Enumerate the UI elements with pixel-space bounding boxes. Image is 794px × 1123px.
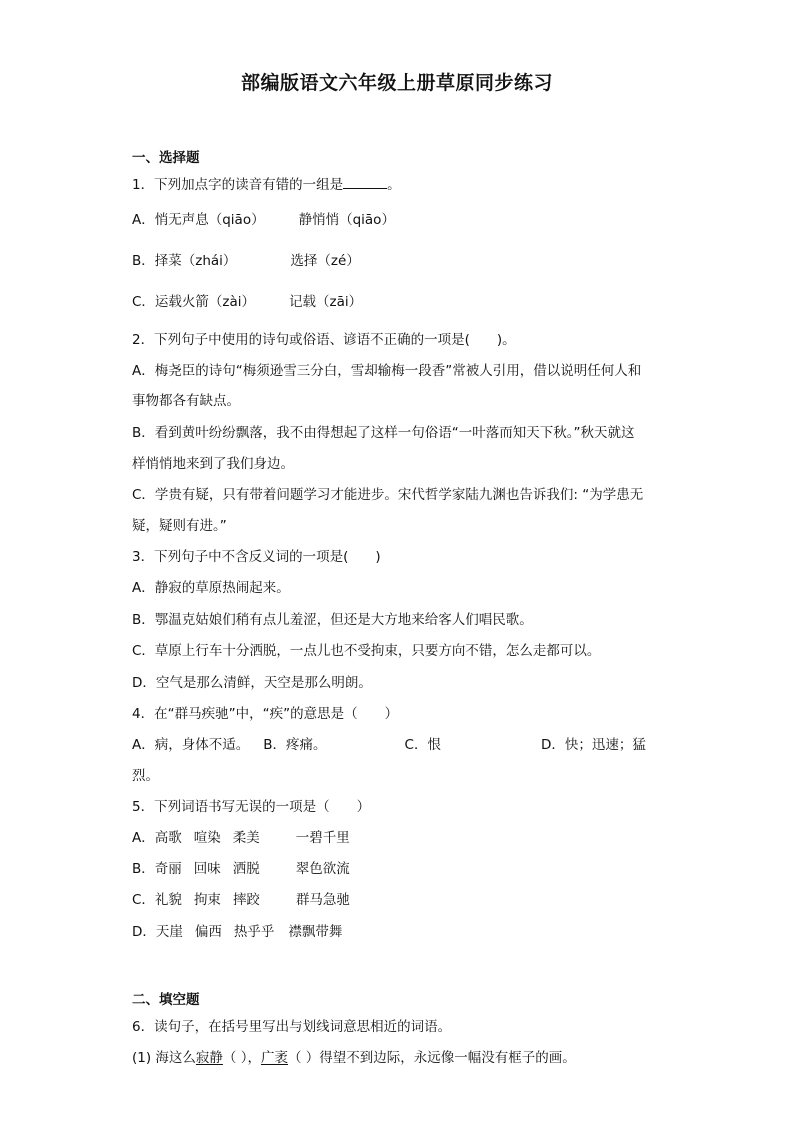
option-b-part1: B．择菜（zhái）: [132, 253, 237, 269]
word-4: 群马急驰: [295, 892, 350, 908]
question-5-option-a: [132, 826, 350, 846]
word-4: 翠色欲流: [295, 861, 350, 877]
word-2: 拘束: [193, 892, 221, 908]
word-3: 热乎乎: [233, 924, 275, 940]
question-2-option-a-line2: 事物都各有缺点。: [132, 393, 240, 409]
sentence-part: （ ），: [222, 1050, 261, 1066]
word-3: 摔跤: [232, 892, 260, 908]
word-3: 柔美: [232, 830, 260, 846]
question-5-option-d: [132, 920, 342, 940]
option-c-part2: 记载（zāi）: [289, 294, 363, 310]
option-d-line1: D．快；迅速；猛: [540, 737, 646, 753]
question-6-item-1: [132, 1046, 576, 1066]
question-3-option-d: D．空气是那么清鲜，天空是那么明朗。: [132, 675, 372, 691]
option-b-part2: 选择（zé）: [290, 253, 360, 269]
answer-blank: [343, 176, 387, 189]
sentence-part: （ ）得望不到边际，永远像一幅没有框子的画。: [287, 1050, 576, 1066]
question-1-option-a: [132, 208, 395, 228]
underlined-word-2: 广袤: [260, 1050, 288, 1066]
question-5-option-b: [132, 857, 350, 877]
question-2-option-b-line1: B．看到黄叶纷纷飘落，我不由得想起了这样一句俗语“一叶落而知天下秋。”秋天就这: [132, 425, 635, 441]
question-2-option-b-line2: 样悄悄地来到了我们身边。: [132, 456, 294, 472]
word-3: 洒脱: [232, 861, 260, 877]
word-1: C．礼貌: [132, 892, 182, 908]
option-a: A．病，身体不适。: [132, 737, 250, 753]
option-a-part2: 静悄悄（qiāo）: [298, 212, 395, 228]
option-c-part1: C．运载火箭（zài）: [132, 294, 256, 310]
question-3-option-a: A．静寂的草原热闹起来。: [132, 580, 290, 596]
question-3-option-c: C．草原上行车十分洒脱，一点儿也不受拘束，只要方向不错，怎么走都可以。: [132, 643, 601, 659]
word-2: 回味: [193, 861, 221, 877]
question-1-option-c: [132, 290, 362, 310]
question-4-options: [132, 733, 646, 753]
question-3-stem: 3．下列句子中不含反义词的一项是( ): [132, 549, 381, 565]
option-c: C．恨: [404, 737, 441, 753]
section-heading-fill: 二、填空题: [132, 992, 200, 1008]
question-1-end: 。: [387, 177, 401, 193]
question-2-option-a-line1: A．梅尧臣的诗句“梅须逊雪三分白，雪却输梅一段香”常被人引用，借以说明任何人和: [132, 363, 642, 379]
word-1: A．高歌: [132, 830, 182, 846]
question-1-text: 1．下列加点字的读音有错的一组是: [132, 177, 344, 193]
option-a-part1: A．悄无声息（qiāo）: [132, 212, 265, 228]
question-3-option-b: B．鄂温克姑娘们稍有点儿羞涩，但还是大方地来给客人们唱民歌。: [132, 612, 533, 628]
question-5-stem: 5．下列词语书写无误的一项是（ ）: [132, 799, 371, 815]
word-4: 襟飘带舞: [288, 924, 343, 940]
word-1: B．奇丽: [132, 861, 182, 877]
question-6-stem: 6．读句子，在括号里写出与划线词意思相近的词语。: [132, 1019, 452, 1035]
question-4-option-d-line2: 烈。: [132, 768, 159, 784]
question-2-option-c-line1: C．学贵有疑，只有带着问题学习才能进步。宋代哲学家陆九渊也告诉我们: “为学患无: [132, 487, 644, 503]
page-title: 部编版语文六年级上册草原同步练习: [240, 72, 553, 94]
question-4-stem: 4．在“群马疾驰”中，“疾”的意思是（ ）: [132, 706, 399, 722]
word-4: 一碧千里: [295, 830, 350, 846]
question-2-stem: 2．下列句子中使用的诗句或俗语、谚语不正确的一项是( )。: [132, 332, 516, 348]
word-2: 喧染: [193, 830, 221, 846]
question-2-option-c-line2: 疑，疑则有进。”: [132, 518, 227, 534]
question-1-stem: [132, 173, 401, 193]
sentence-part: (1) 海这么: [132, 1050, 196, 1066]
option-b: B．疼痛。: [263, 737, 327, 753]
section-heading-choice: 一、选择题: [132, 150, 200, 166]
word-2: 偏西: [194, 924, 222, 940]
question-5-option-c: [132, 888, 350, 908]
underlined-word-1: 寂静: [195, 1050, 223, 1066]
question-1-option-b: [132, 249, 360, 269]
word-1: D．天崖: [132, 924, 183, 940]
